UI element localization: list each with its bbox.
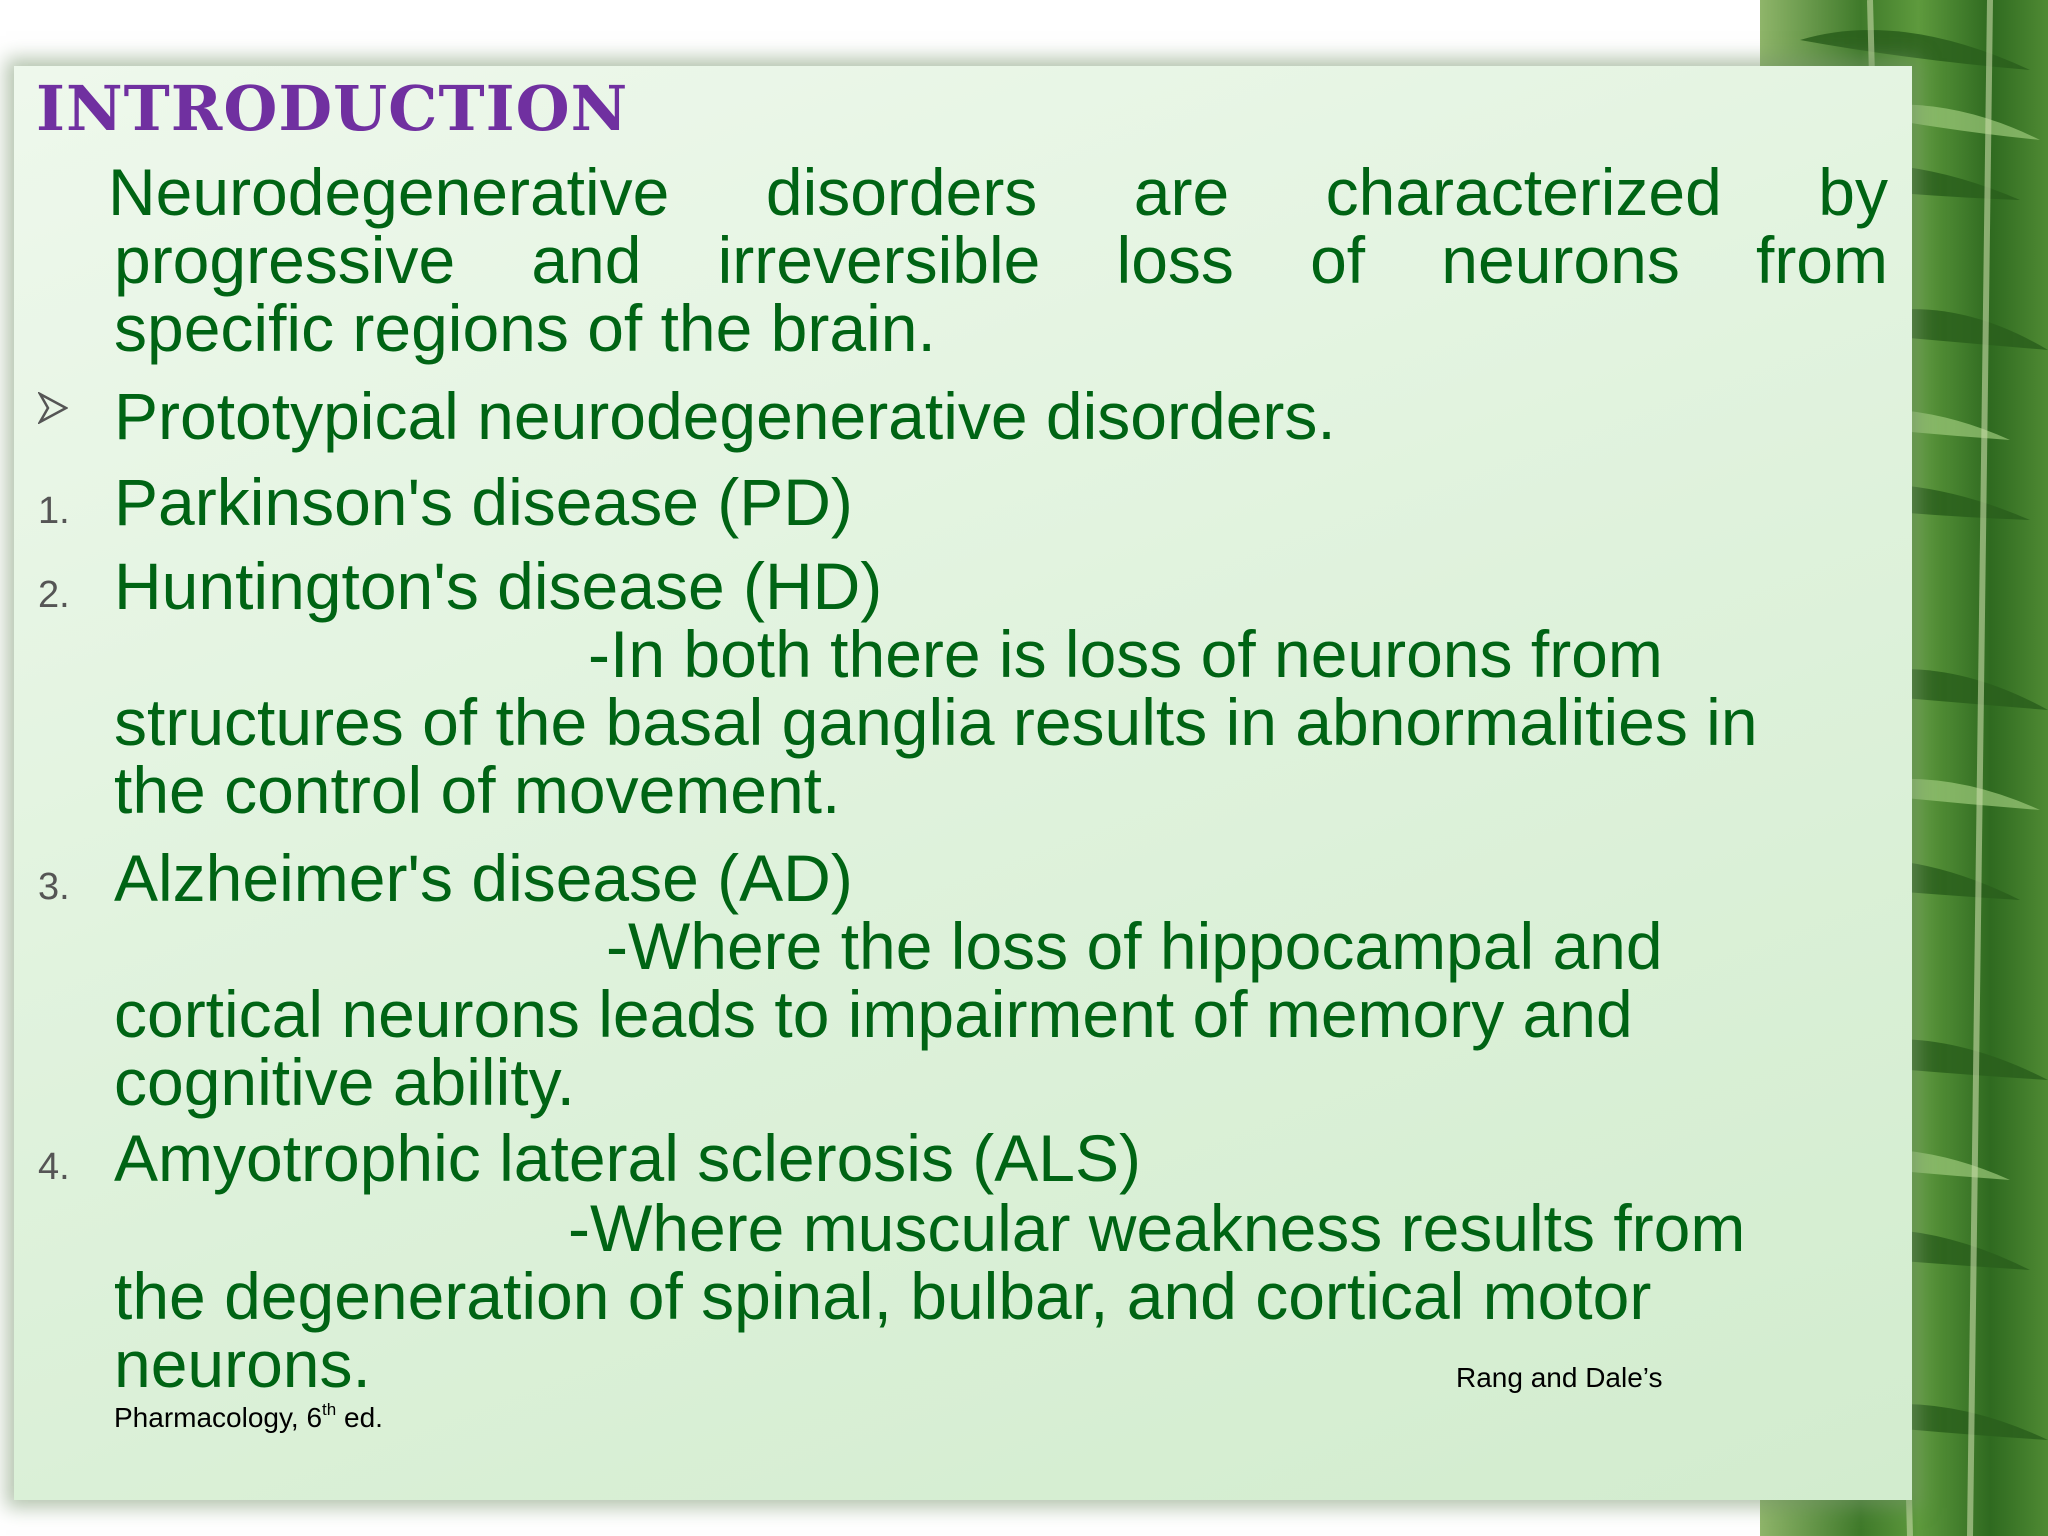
disease-name: Amyotrophic lateral sclerosis (ALS) [114, 1121, 1141, 1195]
disease-name: Alzheimer's disease (AD) [114, 841, 853, 915]
citation-line: Rang and Dale’s [1456, 1362, 1663, 1393]
disease-note-line: -Where muscular weakness results from [568, 1191, 1746, 1265]
list-number: 3. [38, 866, 70, 908]
list-number: 4. [38, 1146, 70, 1188]
citation-superscript: th [322, 1400, 337, 1419]
slide-title: INTRODUCTION [36, 72, 629, 145]
intro-line: specific regions of the brain. [114, 291, 936, 365]
list-number: 1. [38, 490, 70, 532]
citation-text: ed. [336, 1402, 383, 1433]
disease-note-line: neurons. [114, 1327, 371, 1401]
arrowhead-bullet-icon [38, 392, 68, 429]
bullet-heading: Prototypical neurodegenerative disorders. [114, 379, 1336, 453]
disease-note-line: the degeneration of spinal, bulbar, and cortical motor [114, 1259, 1652, 1333]
disease-note-line: structures of the basal ganglia results in abnormalities in [114, 685, 1758, 759]
citation-text: Pharmacology, 6 [114, 1402, 323, 1433]
intro-line: progressive and irreversible loss of neurons from [114, 223, 1888, 297]
disease-note-line: cognitive ability. [114, 1045, 576, 1119]
citation-line [114, 1400, 383, 1434]
disease-note-line: the control of movement. [114, 753, 841, 827]
intro-line: Neurodegenerative disorders are characterized by [108, 155, 1888, 229]
disease-note-line: -Where the loss of hippocampal and [606, 909, 1663, 983]
disease-note-line: -In both there is loss of neurons from [588, 617, 1663, 691]
disease-note-line: cortical neurons leads to impairment of memory and [114, 977, 1633, 1051]
list-number: 2. [38, 574, 70, 616]
disease-name: Huntington's disease (HD) [114, 549, 883, 623]
disease-name: Parkinson's disease (PD) [114, 465, 853, 539]
